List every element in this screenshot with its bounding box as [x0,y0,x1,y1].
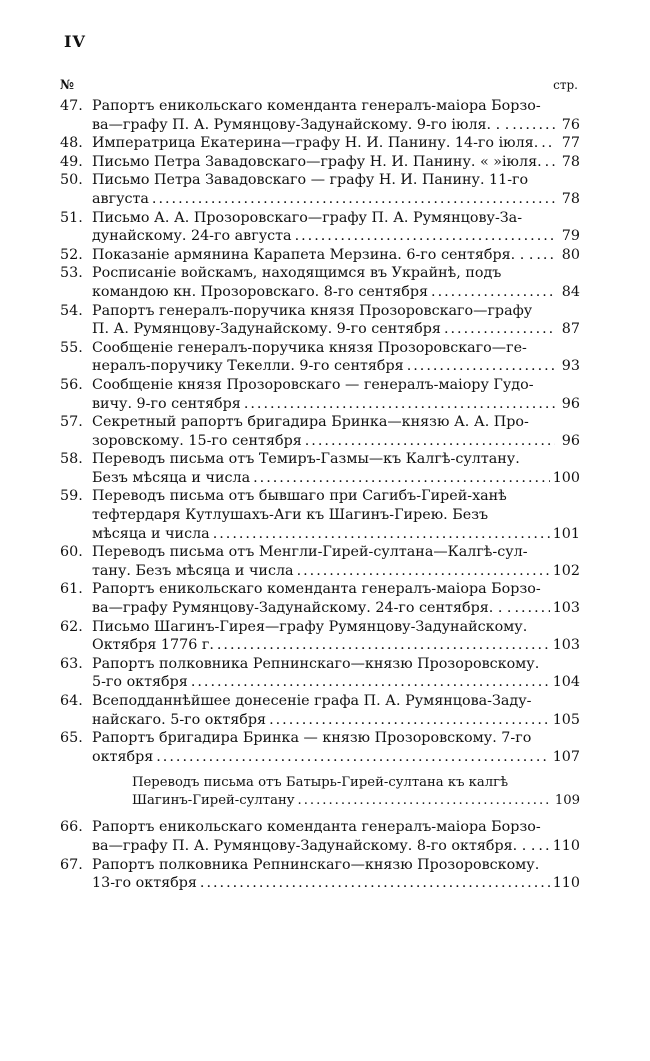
entry-number: 58. [60,451,83,468]
toc-entry [60,580,580,617]
entry-page-number: 96 [561,395,580,412]
entry-line: Рапортъ генералъ-поручика князя Прозоровскаго—графу [92,302,533,319]
toc-entry [60,339,580,376]
entry-text: Октября 1776 г. [92,637,214,654]
entry-text: августа [92,190,149,207]
entry-line: Всеподданнѣйшее донесеніе графа П. А. Румянцова-Заду- [92,693,532,709]
entry-number: 65. [60,730,83,747]
dot-leader [200,874,550,893]
entry-line: тефтердаря Кутлушахъ-Аги къ Шагинъ-Гирею. Безъ [92,507,489,524]
entry-text: Показаніе армянина Карапета Мерзина. 6-го сентября. . . [92,246,534,263]
entry-number: 56. [60,376,83,393]
entry-text: ва—графу П. А. Румянцову-Задунайскому. 8-го октября. . . [92,837,536,854]
entry-page-number: 104 [552,674,580,691]
toc-entry [60,302,580,339]
entry-last-line [92,525,580,544]
dot-leader [156,748,549,767]
entry-last-line [92,153,580,172]
toc-entry [60,97,580,134]
entry-text: 13-го октября [92,875,197,892]
entry-number: 60. [60,544,83,561]
entry-body [92,339,580,376]
entry-page-number: 93 [561,358,580,375]
entry-number: 66. [60,819,83,836]
entry-body [92,618,580,655]
entry-body [92,209,580,246]
dot-leader [253,469,550,488]
entry-body [92,543,580,580]
entry-page-number: 78 [561,190,580,207]
entry-last-line [92,874,580,893]
entry-line: Сообщеніе князя Прозоровскаго — генералъ-маіору Гудо- [92,376,534,393]
entry-last-line [92,599,580,618]
dot-leader [407,357,555,376]
toc-entries-continued [60,818,580,892]
entry-text: ва—графу П. А. Румянцову-Задунайскому. 9-го іюля. . . [92,116,510,133]
entry-body [92,818,580,855]
entry-number: 47. [60,98,83,114]
entry-text: дунайскому. 24-го августа [92,228,292,245]
page-number: IV [64,32,86,51]
dot-leader [512,116,555,135]
entry-page-number: 80 [561,246,580,263]
entry-number: 64. [60,693,83,709]
entry-text: Императрица Екатерина—графу Н. И. Панину. 14-го іюля. [92,135,539,152]
entry-text: тану. Безъ мѣсяца и числа [92,562,294,579]
entry-text: найскаго. 5-го октября [92,711,267,728]
entry-text: зоровскому. 15-го сентября [92,432,302,449]
entry-text: нералъ-поручику Текелли. 9-го сентября [92,358,404,375]
toc-entry [60,171,580,208]
entry-body [92,246,580,265]
entry-page-number: 84 [561,283,580,300]
entry-last-line [92,246,580,265]
dot-leader [541,134,555,153]
toc-header [60,78,580,97]
entry-text: вичу. 9-го сентября [92,395,241,412]
entry-last-line [92,636,580,655]
page-column-label: стр. [553,78,578,92]
entry-last-line [92,837,580,856]
dot-leader [217,636,550,655]
entry-body [92,413,580,450]
toc-entry [60,264,580,301]
entry-page-number: 76 [561,116,580,133]
entry-last-line [92,748,580,767]
entry-page-number: 110 [552,875,580,892]
entry-body [92,729,580,766]
entry-line: Переводъ письма отъ Менгли-Гирей-султана—Калгѣ-сул- [92,544,528,561]
entry-last-line [92,673,580,692]
entry-body [92,134,580,153]
entry-number: 55. [60,339,83,356]
entry-line: Письмо Петра Завадовскаго — графу Н. И. Панину. 11-го [92,172,529,189]
toc-entry [60,487,580,543]
dot-leader [298,792,552,810]
entry-number: 50. [60,172,83,189]
entry-page-number: 79 [561,228,580,245]
entry-body [92,580,580,617]
entry-line: Письмо Шагинъ-Гирея—графу Румянцову-Задунайскому. [92,618,528,635]
entry-body [92,153,580,172]
dot-leader [269,711,550,730]
dot-leader [213,525,550,544]
entry-line: Рапортъ бригадира Бринка — князю Прозоровскому. 7-го [92,730,532,747]
entry-last-line [92,711,580,730]
entry-body [92,655,580,692]
toc-entry [60,376,580,413]
dot-leader [244,395,555,414]
entry-body [92,450,580,487]
entry-body [92,856,580,893]
entry-last-line [92,190,580,209]
entry-line: Письмо А. А. Прозоровскаго—графу П. А. Румянцову-За- [92,209,523,226]
entry-number: 57. [60,414,83,431]
entry-line: Переводъ письма отъ Темиръ-Газмы—къ Калгѣ-султану. [92,451,520,468]
entry-number: 52. [60,246,83,263]
toc-entry [60,543,580,580]
entry-number: 48. [60,135,83,152]
entry-page-number: 107 [552,748,580,765]
dot-leader [545,153,555,172]
entry-page-number: 78 [561,153,580,170]
toc-entry [60,246,580,265]
entry-last-line [92,116,580,135]
entry-number: 61. [60,581,83,598]
sub-entry-page: 109 [554,793,580,809]
entry-text: Безъ мѣсяца и числа [92,469,251,486]
sub-entry-last-line [132,792,580,810]
entry-text: ва—графу Румянцову-Задунайскому. 24-го сентября. . . [92,600,512,617]
entry-page-number: 103 [552,600,580,617]
toc-entry [60,618,580,655]
entry-text: 5-го октября [92,674,188,691]
entry-last-line [92,357,580,376]
entry-body [92,302,580,339]
entry-text: Письмо Петра Завадовскаго—графу Н. И. Панину. « »іюля. [92,153,542,170]
entry-page-number: 96 [561,432,580,449]
entry-last-line [92,227,580,246]
entry-text: октября [92,748,154,765]
entry-number: 67. [60,856,83,873]
entry-number: 51. [60,209,83,226]
toc-entry [60,153,580,172]
entry-page-number: 100 [552,469,580,486]
sub-entry-line: Переводъ письма отъ Батырь-Гирей-султана къ калгѣ [132,775,509,791]
dot-leader [538,837,549,856]
entry-page-number: 101 [552,525,580,542]
dot-leader [514,599,549,618]
entry-page-number: 87 [561,321,580,338]
entry-line: Рапортъ полковника Репнинскаго—князю Прозоровскому. [92,655,540,672]
toc-entry [60,729,580,766]
entry-number: 49. [60,153,83,170]
entry-last-line [92,320,580,339]
entry-line: Росписаніе войскамъ, находящимся въ Украйнѣ, подъ [92,265,502,282]
entry-line: Рапортъ еникольскаго коменданта генералъ-маіора Борзо- [92,581,541,598]
entry-number: 53. [60,265,83,282]
dot-leader [295,227,555,246]
toc-entry [60,692,580,729]
toc-entry [60,856,580,893]
entry-line: Переводъ письма отъ бывшаго при Сагибъ-Гирей-ханѣ [92,488,507,505]
entry-last-line [92,283,580,302]
toc-entry [60,818,580,855]
entry-line: Рапортъ еникольскаго коменданта генералъ-маіора Борзо- [92,819,541,836]
dot-leader [152,190,555,209]
dot-leader [297,562,550,581]
toc-entry [60,209,580,246]
entry-number: 54. [60,302,83,319]
entry-number: 62. [60,618,83,635]
entry-text: П. А. Румянцову-Задунайскому. 9-го сентября [92,321,441,338]
entry-page-number: 110 [552,837,580,854]
toc-entry [60,134,580,153]
toc-entry [60,655,580,692]
entry-last-line [92,469,580,488]
entry-line: Секретный рапортъ бригадира Бринка—князю А. А. Про- [92,414,529,431]
entry-text: мѣсяца и числа [92,525,210,542]
entry-number: 63. [60,655,83,672]
number-column-label: № [60,78,75,93]
toc-sub-entry [132,774,580,810]
dot-leader [536,246,555,265]
entry-last-line [92,432,580,451]
entry-body [92,264,580,301]
toc-entries [60,97,580,766]
table-of-contents [60,78,580,893]
entry-body [92,692,580,729]
entry-body [92,487,580,543]
entry-last-line [92,562,580,581]
toc-entry [60,450,580,487]
entry-body [92,376,580,413]
entry-page-number: 103 [552,637,580,654]
entry-line: Сообщеніе генералъ-поручика князя Прозоровскаго—ге- [92,339,527,356]
dot-leader [431,283,555,302]
toc-entry [60,413,580,450]
dot-leader [191,673,550,692]
sub-entry-text: Шагинъ-Гирей-султану [132,793,295,809]
entry-body [92,171,580,208]
entry-page-number: 102 [552,562,580,579]
entry-text: командою кн. Прозоровскаго. 8-го сентября [92,283,429,300]
entry-last-line [92,395,580,414]
dot-leader [305,432,555,451]
dot-leader [444,320,555,339]
entry-body [92,97,580,134]
entry-line: Рапортъ полковника Репнинскаго—князю Прозоровскому. [92,856,540,873]
entry-line: Рапортъ еникольскаго коменданта генералъ-маіора Борзо- [92,98,541,114]
entry-number: 59. [60,488,83,505]
entry-last-line [92,134,580,153]
entry-page-number: 77 [561,135,580,152]
entry-page-number: 105 [552,711,580,728]
